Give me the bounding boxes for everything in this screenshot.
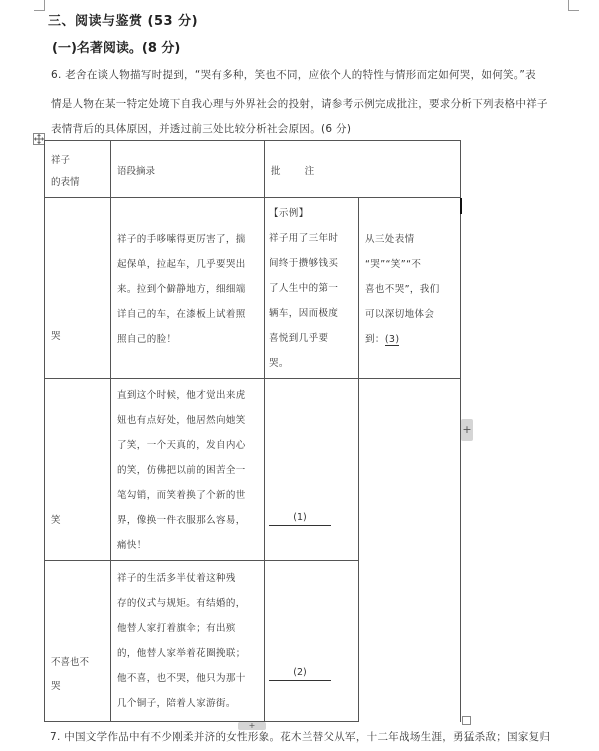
blank-3[interactable]: (3) [384, 334, 400, 345]
row3-expression-line2: 哭 [51, 681, 61, 692]
table-col-divider-1 [110, 140, 111, 722]
row1-excerpt: 祥子的手哆嗦得更厉害了，揣 起保单，拉起车，几乎要哭出 来。拉到个僻静地方，细细端 详自己的车，在漆板上试着照 照自己的脸！ [117, 234, 246, 345]
table-border-top [44, 140, 461, 141]
blank-1[interactable]: (1) [269, 511, 331, 526]
question-line-1: 6. 老舍在谈人物描写时提到，“哭有多种，笑也不同，应依个人的特性与情形而定如何哭，如何笑。”表 [51, 69, 536, 81]
annotation-table [44, 140, 461, 722]
page-corner-mark-right [568, 0, 579, 11]
table-border-bottom [44, 721, 358, 722]
header-expression-line2: 的表情 [51, 177, 80, 188]
section-title: 三、阅读与鉴赏 (53 分) [48, 14, 199, 29]
table-row-divider-1 [44, 378, 461, 379]
subsection-title: (一)名著阅读。(8 分) [52, 41, 181, 56]
row2-expression: 笑 [51, 515, 61, 526]
table-header-divider [44, 197, 461, 198]
text-cursor [460, 198, 462, 214]
row1-expression: 哭 [51, 331, 61, 342]
add-row-handle-icon[interactable]: + [238, 722, 266, 730]
table-resize-handle[interactable] [462, 716, 471, 725]
header-excerpt: 语段摘录 [117, 166, 156, 177]
table-col-divider-2 [264, 140, 265, 722]
question-line-2: 情是人物在某一特定处境下自我心理与外界社会的投射，请参考示例完成批注，要求分析下列表格中祥子 [51, 98, 548, 110]
row2-excerpt: 直到这个时候，他才觉出来虎 妞也有点好处，他居然向她笑 了笑，一个天真的，发自内心 的笑，仿佛把以前的困苦全一 笔勾销，而笑着换了个新的世 界，像换一件衣服那么容易， 痛快！ [117, 390, 246, 551]
example-tag: 【示例】 [269, 208, 309, 219]
add-column-handle-icon[interactable]: + [461, 419, 473, 441]
row3-excerpt: 祥子的生活多半仗着这种残 存的仪式与规矩。有结婚的， 他替人家打着旗伞；有出殡 的，他替人家举着花圈挽联； 他不喜，也不哭，他只为那十 几个铜子，陪着人家游街。 [117, 573, 246, 709]
comparison-annotation: 从三处表情 “哭”“笑”“不 喜也不哭”，我们 可以深切地体会 到：(3) [365, 234, 440, 345]
question-line-3: 表情背后的具体原因，并透过前三处比较分析社会原因。(6 分) [51, 123, 352, 135]
row3-expression-line1: 不喜也不 [51, 657, 90, 668]
page-corner-mark-left [34, 0, 45, 11]
table-border-left [44, 140, 45, 722]
header-annotation: 批 注 [271, 166, 315, 177]
table-row-divider-2 [44, 560, 358, 561]
header-expression-line1: 祥子 [51, 155, 71, 166]
blank-2[interactable]: (2) [269, 666, 331, 681]
next-question-line: 7. 中国文学作品中有不少刚柔并济的女性形象。花木兰替父从军，十二年战场生涯，勇猛杀敌；国家复归 [50, 731, 551, 743]
row1-example-annotation: 【示例】 祥子用了三年时 间终于攒够钱买 了人生中的第一 辆车，因而极度 喜悦到几乎要 哭。 [269, 201, 359, 376]
